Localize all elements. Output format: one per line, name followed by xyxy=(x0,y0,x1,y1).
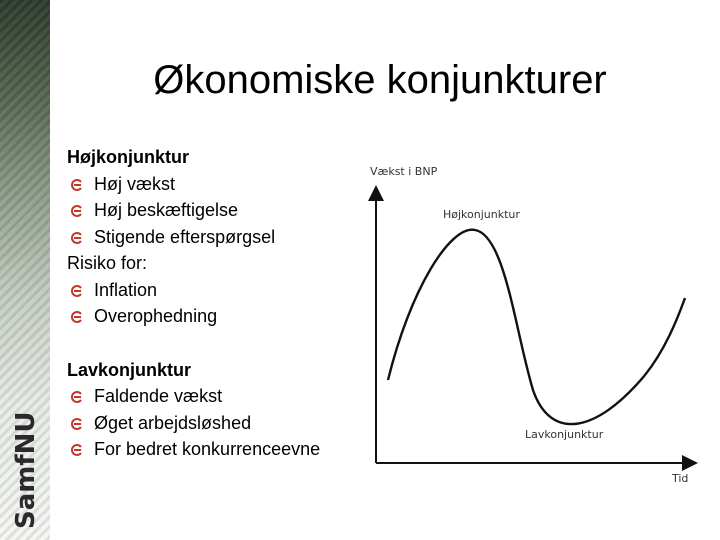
bullet-icon xyxy=(69,171,85,197)
list-item xyxy=(67,277,357,304)
peak-label: Højkonjunktur xyxy=(443,208,520,221)
bullet-icon xyxy=(69,277,85,303)
svg-text:SamfNU: SamfNU xyxy=(11,411,41,529)
bullet-text: Faldende vækst xyxy=(94,386,223,406)
y-axis-label: Vækst i BNP xyxy=(370,165,438,178)
list-item xyxy=(67,197,357,224)
bullet-text: Høj beskæftigelse xyxy=(94,200,239,220)
slide-content xyxy=(67,144,357,463)
bullet-icon xyxy=(69,303,85,329)
bullet-text: Inflation xyxy=(94,279,158,300)
business-cycle-curve xyxy=(388,230,685,424)
bullet-text: Høj vækst xyxy=(94,173,175,194)
bullet-icon xyxy=(69,224,85,250)
bullet-text: For bedret konkurrenceevne xyxy=(94,439,321,459)
decorative-sidebar xyxy=(0,0,50,540)
slide-title: Økonomiske konjunkturer xyxy=(153,58,607,102)
bullet-icon xyxy=(69,410,85,436)
risk-subheading: Risiko for: xyxy=(67,253,148,273)
bullet-text: Stigende efterspørgsel xyxy=(94,226,276,247)
business-cycle-diagram xyxy=(355,150,710,490)
bullet-text: Overophedning xyxy=(94,306,218,326)
list-item xyxy=(67,410,357,437)
trough-label: Lavkonjunktur xyxy=(525,428,604,441)
section-heading-hojkonjunktur: Højkonjunktur xyxy=(67,147,189,167)
bullet-text: Øget arbejdsløshed xyxy=(94,412,252,433)
list-item xyxy=(67,224,357,251)
bullet-icon xyxy=(69,436,85,462)
section-heading-lavkonjunktur: Lavkonjunktur xyxy=(67,359,192,380)
list-item xyxy=(67,303,357,330)
list-item xyxy=(67,171,357,198)
list-item xyxy=(67,383,357,410)
bullet-icon xyxy=(69,383,85,409)
bullet-icon xyxy=(69,197,85,223)
samfnu-logo xyxy=(4,394,44,534)
list-item xyxy=(67,436,357,463)
x-axis-label: Tid xyxy=(672,472,689,485)
